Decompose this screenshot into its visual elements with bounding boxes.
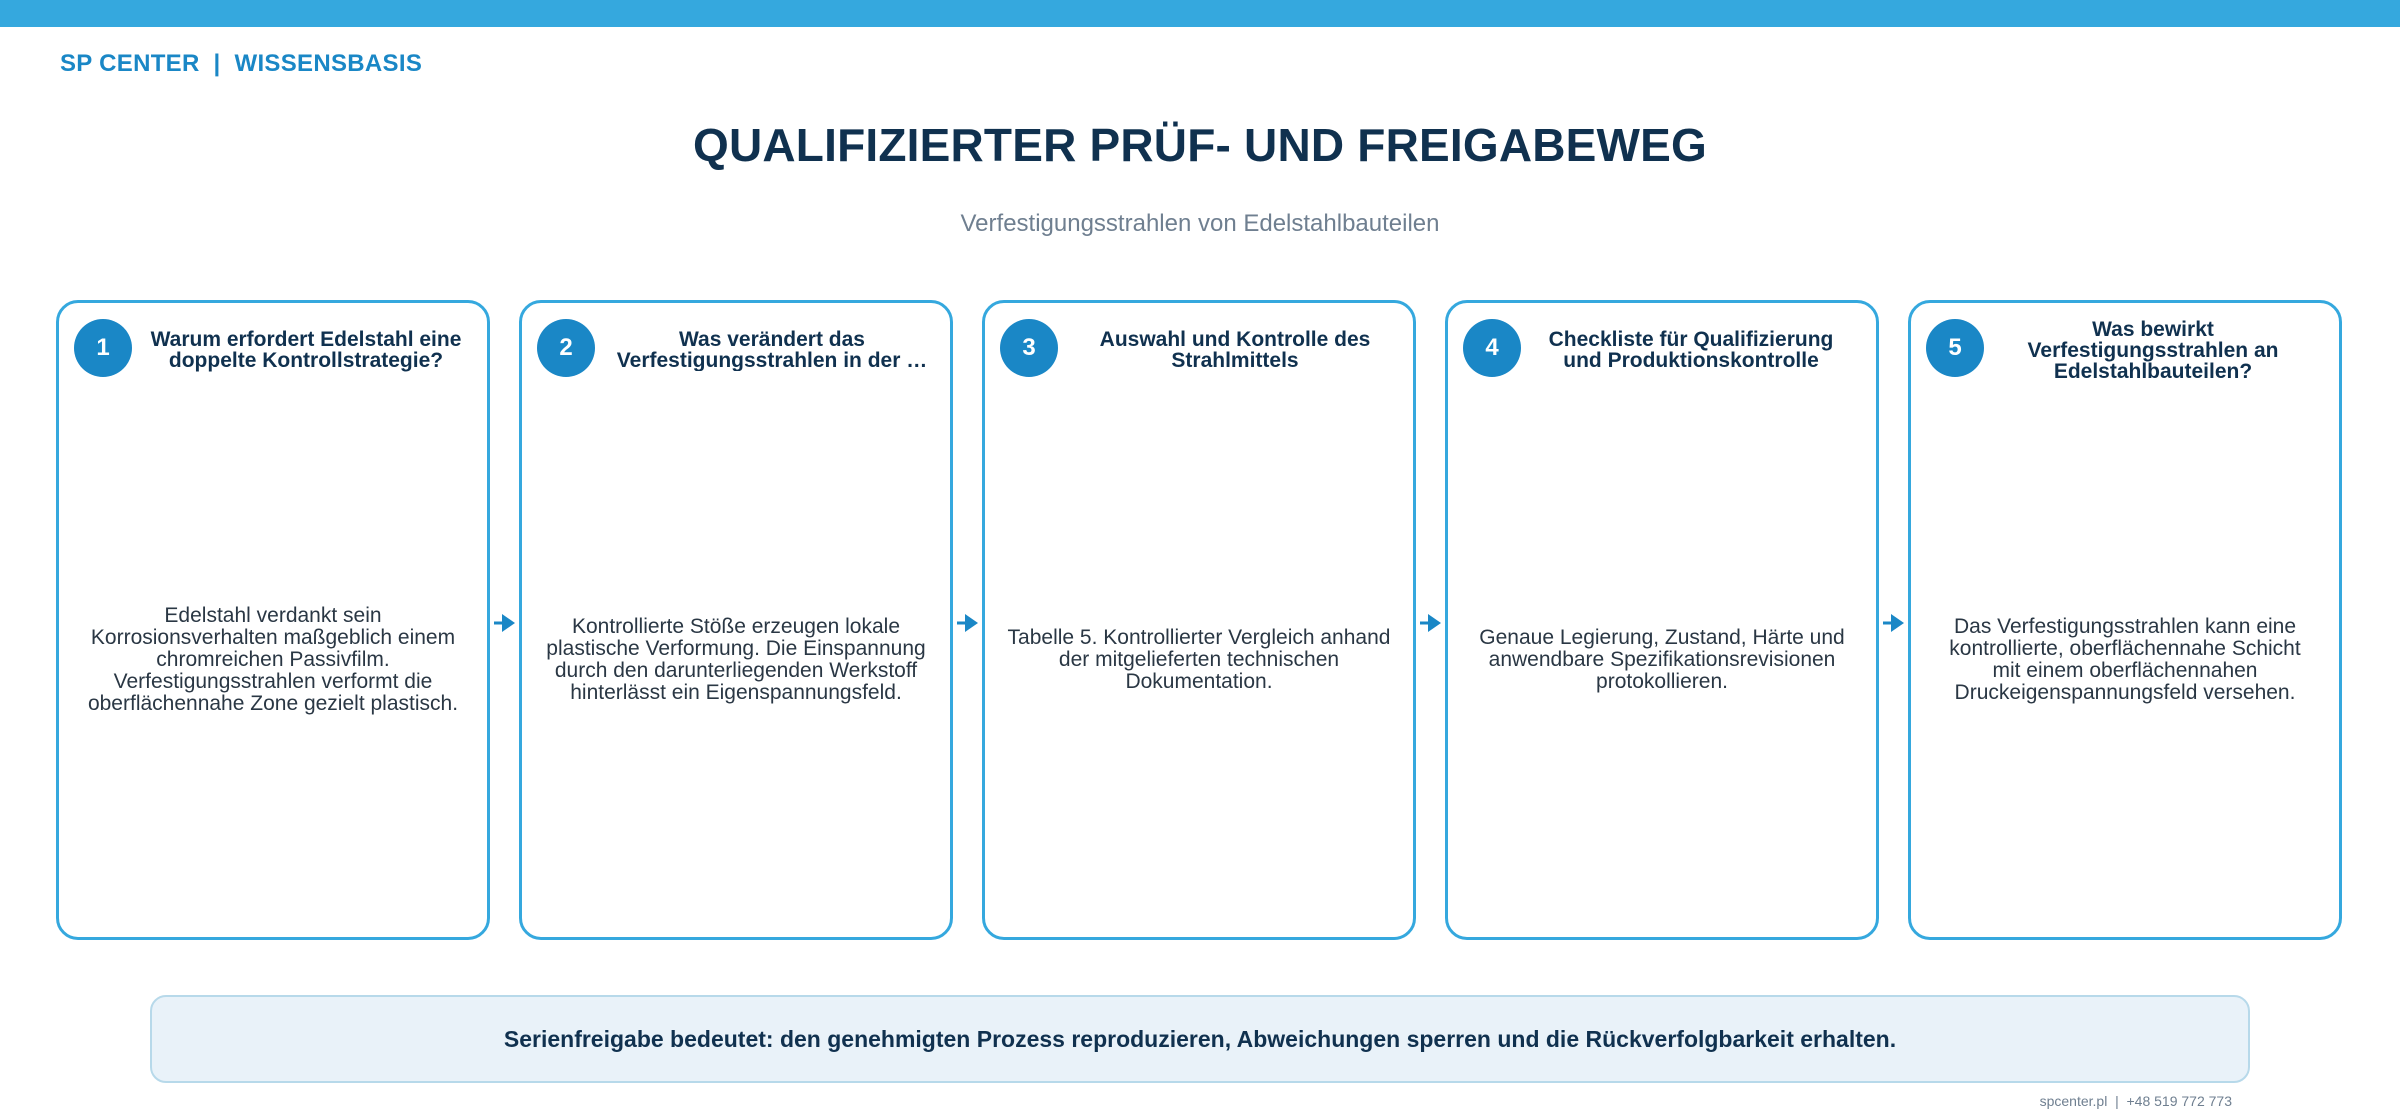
step-body-text: Edelstahl verdankt sein Korrosionsverhalten maßgeblich einem chromreichen Passivfilm. Verfestigungsstrahlen verformt die oberflächennahe Zone gezielt plastisch. [87,604,459,715]
step-title-text-line-1: Was verändert das [679,329,865,350]
step-card-5 [1908,300,2342,940]
step-title-text-line-2: Verfestigungsstrahlen in der … [616,350,928,371]
arrow-right-icon [957,611,979,635]
step-body [1007,403,1391,917]
step-body [1933,403,2317,917]
arrow-right-icon [1883,611,1905,635]
footer-summary-box [150,995,2250,1083]
step-body [81,403,465,917]
step-body-text: Genaue Legierung, Zustand, Härte und anwendbare Spezifikationsrevisionen protokollieren. [1479,626,1845,693]
step-card-1 [56,300,490,940]
arrow-right-icon [1420,611,1442,635]
step-title [1534,303,1848,397]
step-body [544,403,928,917]
step-title [145,303,467,397]
step-card-2 [519,300,953,940]
step-number-badge: 1 [74,319,132,377]
top-accent-bar [0,0,2400,27]
step-card-3 [982,300,1416,940]
step-title [1081,303,1389,397]
step-card-4 [1445,300,1879,940]
step-title [2007,303,2299,397]
step-number-badge: 2 [537,319,595,377]
step-body-text: Tabelle 5. Kontrollierter Vergleich anhand der mitgelieferten technischen Dokumentation. [1007,626,1391,693]
step-body [1470,403,1854,917]
arrow-right-icon [494,611,516,635]
step-title-text: Checkliste für Qualifizierung und Produktionskontrolle [1548,328,1834,372]
step-title-text: Auswahl und Kontrolle des Strahlmittels [1099,328,1371,372]
step-body-text: Kontrollierte Stöße erzeugen lokale plastische Verformung. Die Einspannung durch den darunterliegenden Werkstoff hinterlässt ein Eigenspannungsfeld. [546,615,926,704]
step-number-badge: 4 [1463,319,1521,377]
footer-summary-text: Serienfreigabe bedeutet: den genehmigten Prozess reproduzieren, Abweichungen sperren und die Rückverfolgbarkeit erhalten. [503,1025,1897,1052]
contact-info[interactable]: spcenter.pl | +48 519 772 773 [2039,1093,2232,1109]
step-body-text: Das Verfestigungsstrahlen kann eine kontrollierte, oberflächennahe Schicht mit einem oberflächennahen Druckeigenspannungsfeld versehen. [1949,615,2301,704]
step-title-text: Warum erfordert Edelstahl eine doppelte Kontrollstrategie? [150,328,462,372]
page-subtitle: Verfestigungsstrahlen von Edelstahlbauteilen [960,210,1440,237]
page-title: QUALIFIZIERTER PRÜF- UND FREIGABEWEG [692,119,1708,171]
step-title [608,303,936,397]
step-number-badge: 3 [1000,319,1058,377]
step-number-badge: 5 [1926,319,1984,377]
step-title-text: Was bewirkt Verfestigungsstrahlen an Edelstahlbauteilen? [2027,317,2279,383]
brand-header[interactable]: SP CENTER | WISSENSBASIS [60,50,423,77]
